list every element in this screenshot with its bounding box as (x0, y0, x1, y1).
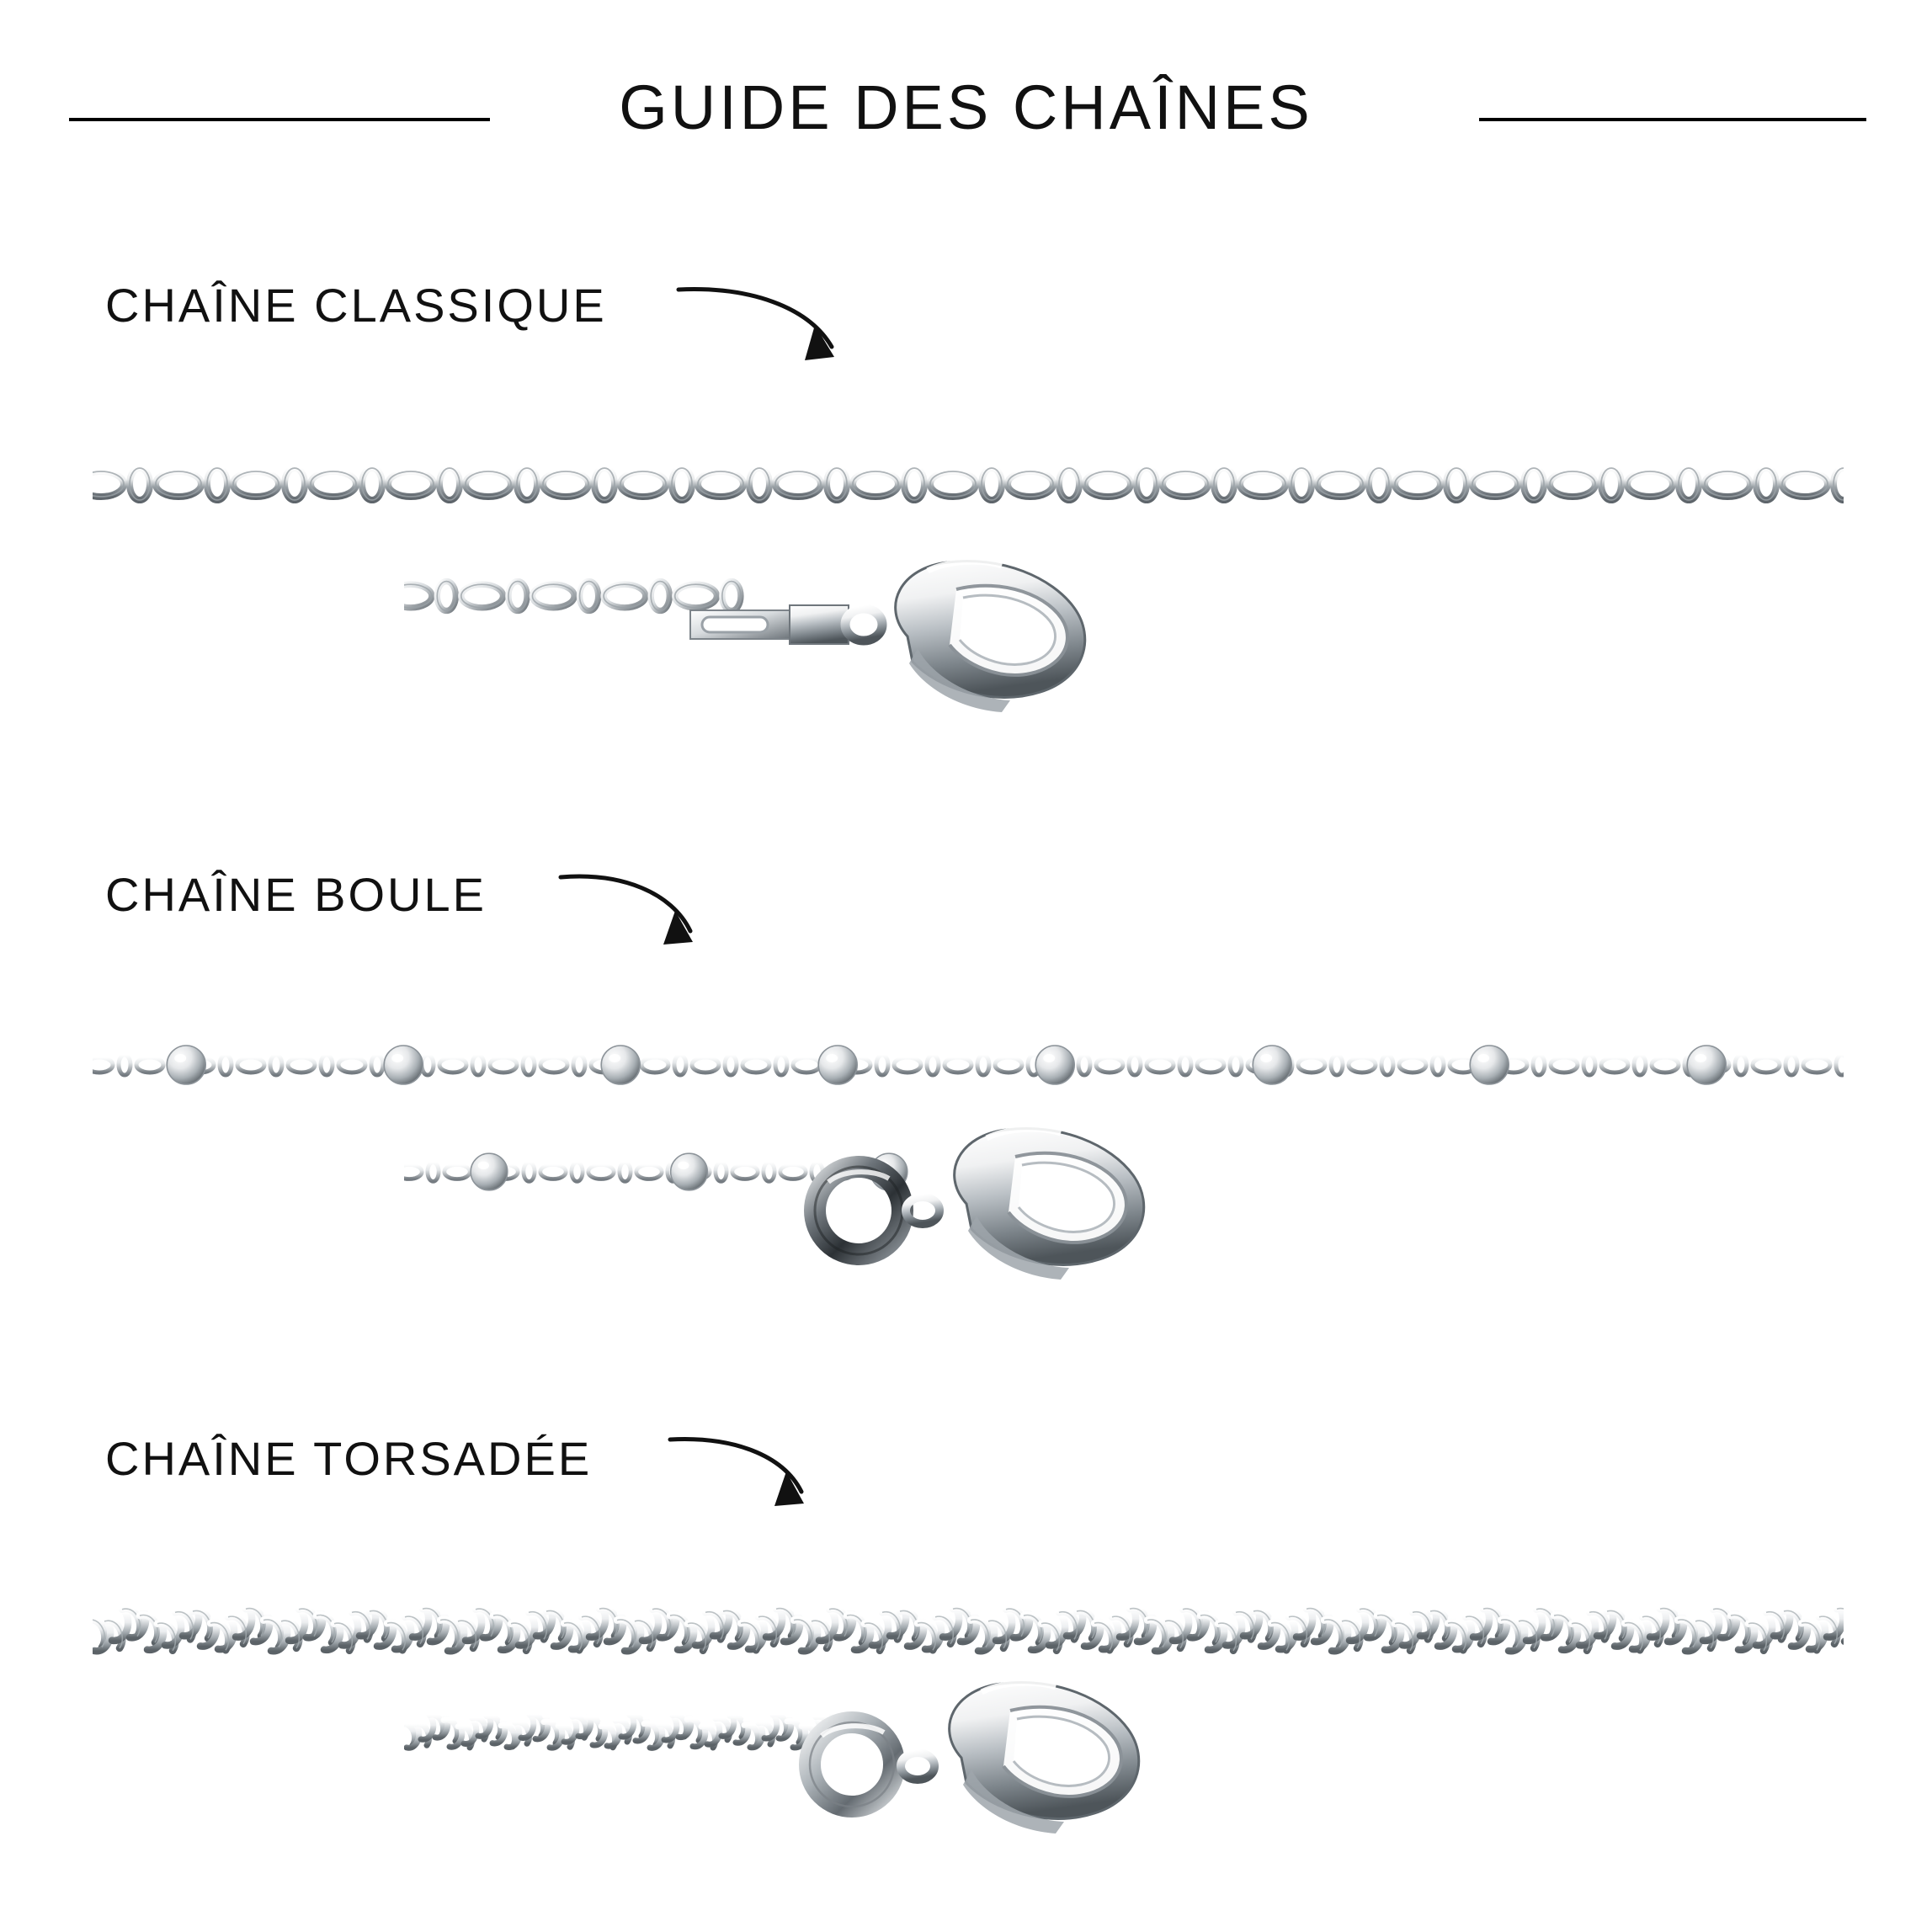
section-label-bead: CHAÎNE BOULE (105, 868, 487, 921)
classic-chain-strip (93, 446, 1844, 522)
bead-chain-clasp (404, 1111, 1465, 1313)
chain-section-classic (0, 278, 1932, 800)
page-title: GUIDE DES CHAÎNES (619, 72, 1313, 142)
bead-chain-strip (93, 1027, 1844, 1103)
twisted-chain-strip (93, 1583, 1844, 1675)
section-label-classic: CHAÎNE CLASSIQUE (105, 279, 607, 332)
curved-arrow-down-right-icon (665, 1426, 842, 1527)
header-rule-right (1479, 118, 1866, 121)
classic-chain-clasp (404, 530, 1465, 732)
twisted-chain-clasp (404, 1675, 1465, 1877)
chain-section-bead (0, 867, 1932, 1389)
page-header (0, 0, 1932, 177)
section-label-twisted: CHAÎNE TORSADÉE (105, 1432, 593, 1485)
chain-section-twisted (0, 1431, 1932, 1932)
curved-arrow-down-right-icon (556, 862, 724, 967)
curved-arrow-down-right-icon (673, 273, 867, 382)
